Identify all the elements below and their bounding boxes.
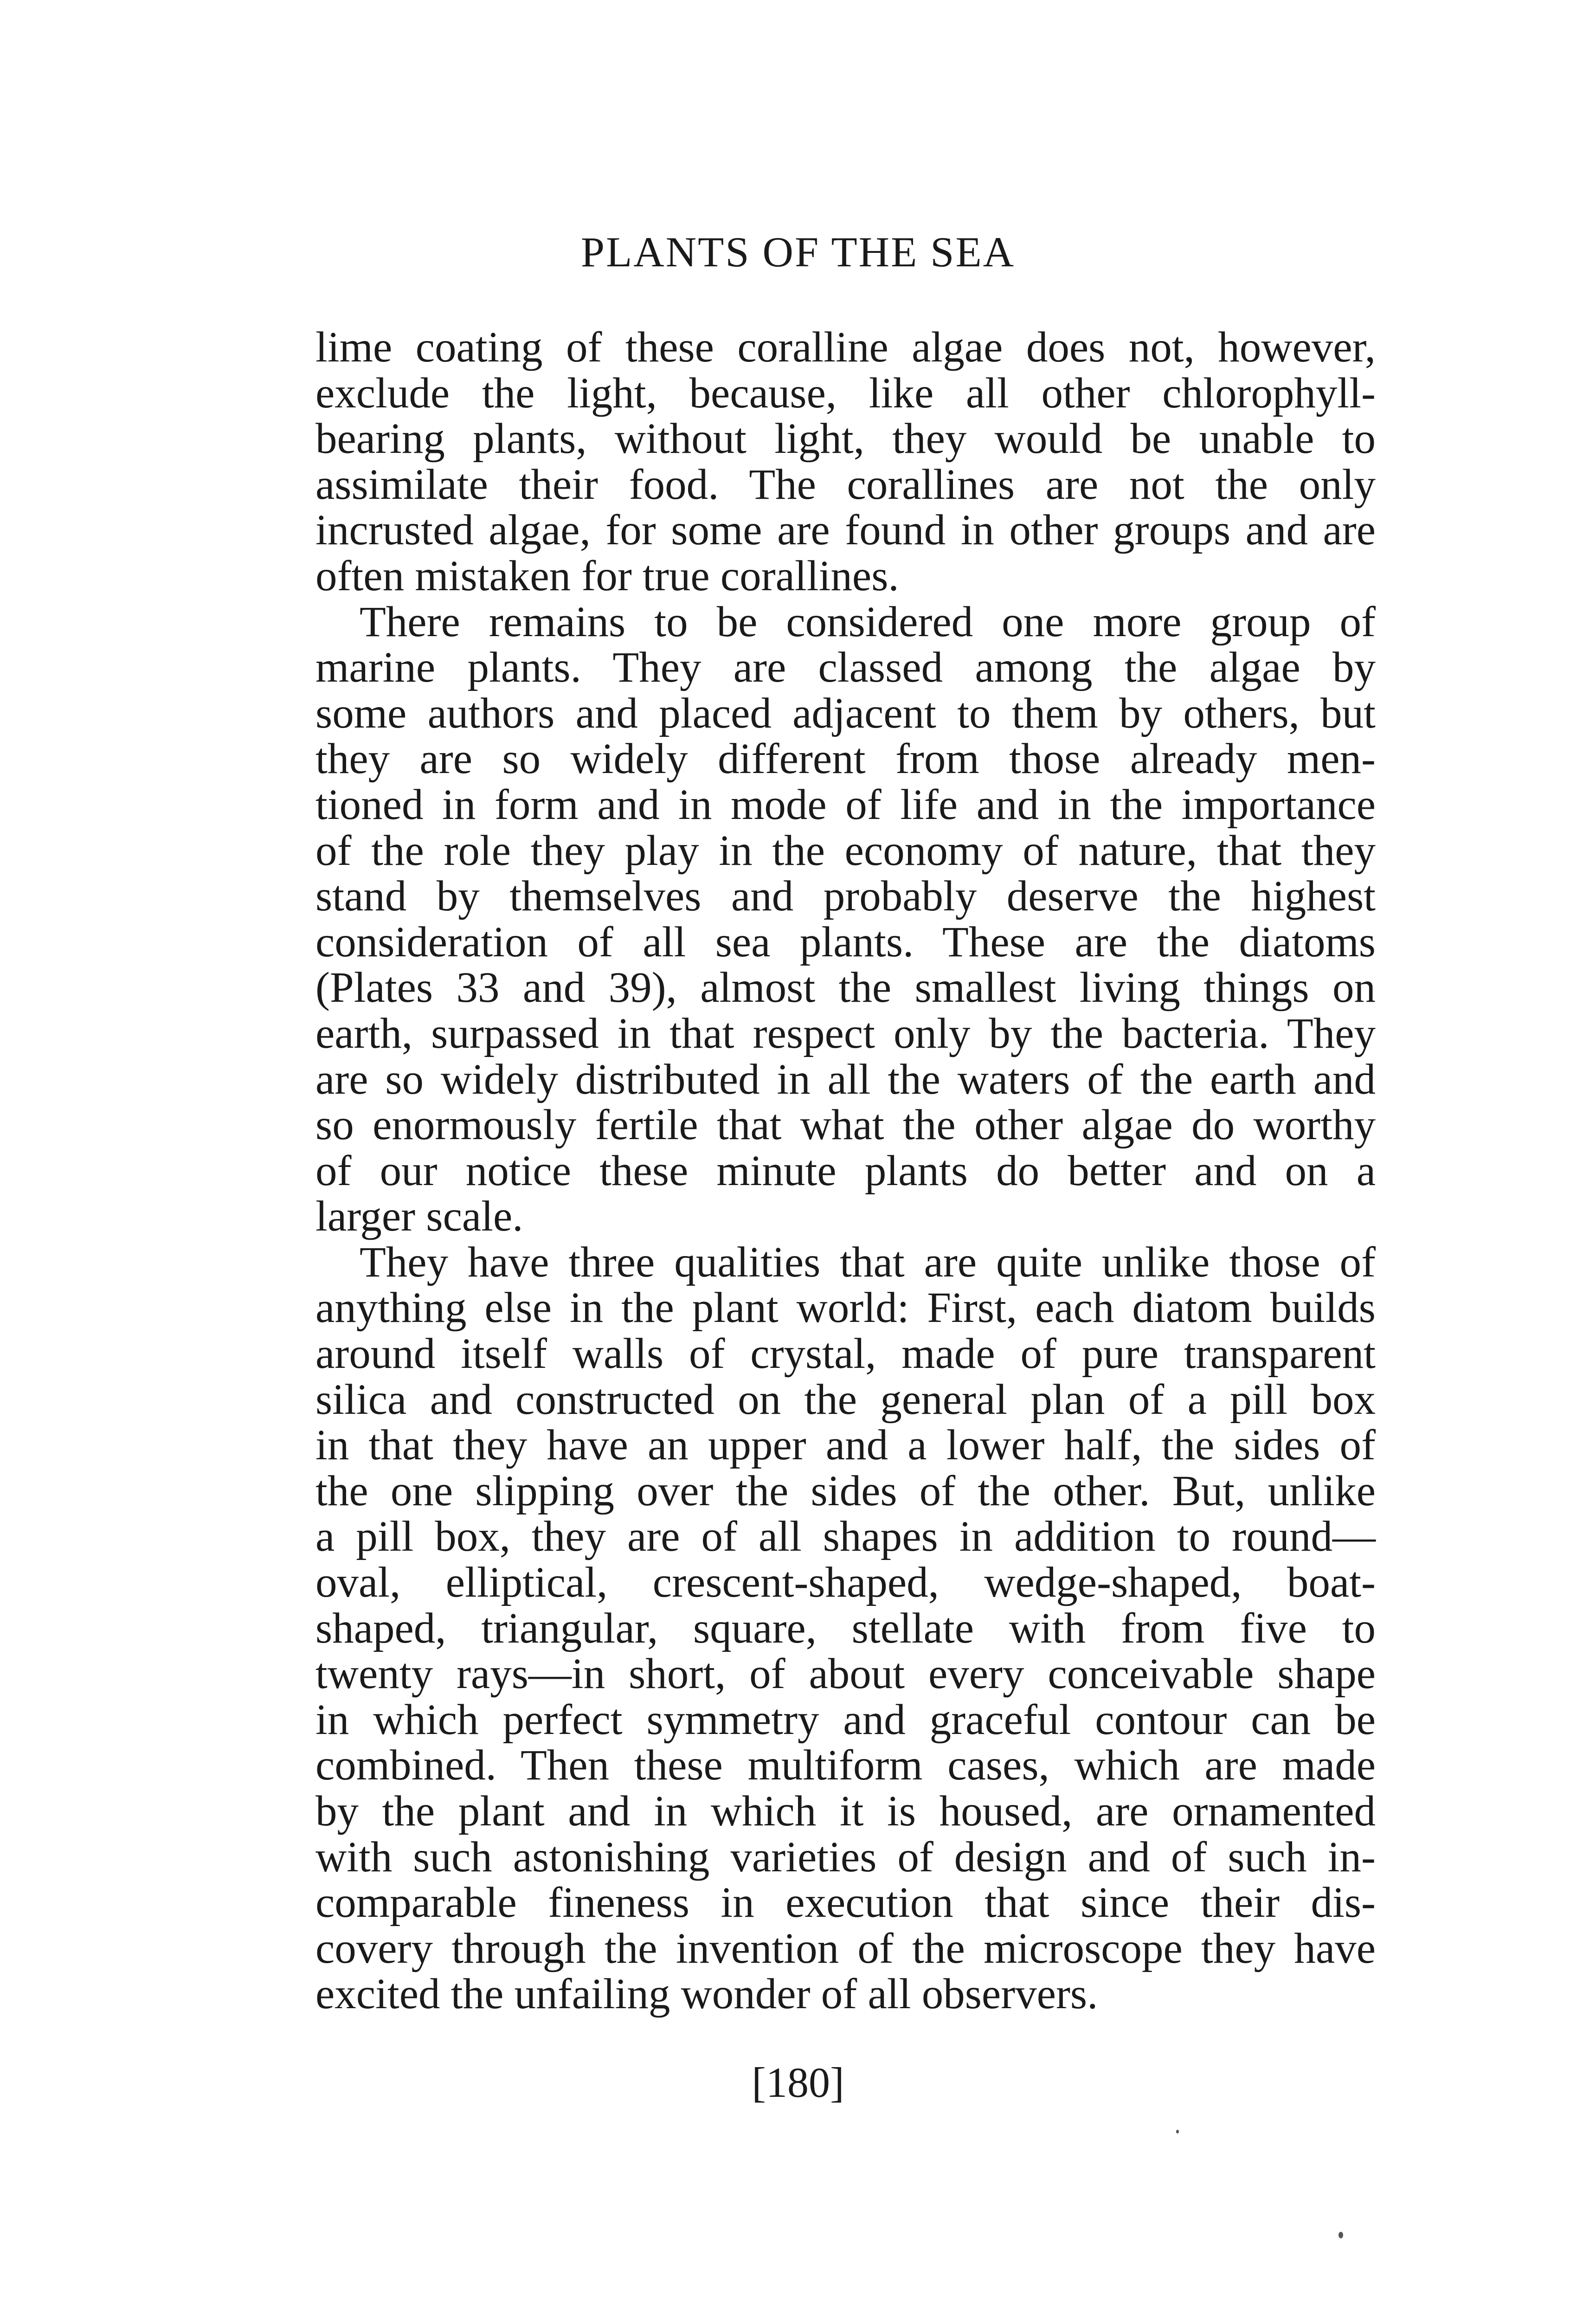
text-line: by the plant and in which it is housed, are ornamented <box>315 1787 1376 1835</box>
text-line: exclude the light, because, like all other chlorophyll- <box>315 369 1376 417</box>
text-line: tioned in form and in mode of life and in the importance <box>315 780 1376 829</box>
text-line: They have three qualities that are quite unlike those of <box>360 1238 1376 1286</box>
text-line: in which perfect symmetry and graceful contour can be <box>315 1695 1376 1744</box>
text-line: larger scale. <box>315 1192 523 1241</box>
page-number: [180] <box>752 2059 844 2106</box>
text-line: consideration of all sea plants. These are the diatoms <box>315 918 1376 966</box>
text-line: they are so widely different from those already men- <box>315 735 1376 783</box>
text-line: often mistaken for true corallines. <box>315 552 899 600</box>
running-head: PLANTS OF THE SEA <box>580 228 1016 276</box>
text-line: combined. Then these multiform cases, which are made <box>315 1741 1376 1790</box>
text-line: comparable fineness in execution that since their dis- <box>315 1879 1376 1927</box>
text-line: earth, surpassed in that respect only by the bacteria. They <box>315 1009 1376 1057</box>
text-line: anything else in the plant world: First, each diatom builds <box>315 1284 1376 1332</box>
text-line: incrusted algae, for some are found in other groups and are <box>315 506 1376 554</box>
ink-speck <box>1176 2130 1179 2133</box>
text-line: lime coating of these coralline algae does not, however, <box>315 323 1376 371</box>
text-line: assimilate their food. The corallines are not the only <box>315 460 1376 509</box>
text-line: (Plates 33 and 39), almost the smallest living things on <box>315 964 1376 1012</box>
text-line: There remains to be considered one more group of <box>360 598 1376 646</box>
text-line: bearing plants, without light, they would be unable to <box>315 415 1376 463</box>
ink-speck <box>1339 2232 1343 2238</box>
text-line: with such astonishing varieties of design and of such in- <box>315 1833 1376 1881</box>
text-line: of the role they play in the economy of nature, that they <box>315 826 1376 875</box>
text-line: are so widely distributed in all the waters of the earth and <box>315 1055 1376 1103</box>
text-line: stand by themselves and probably deserve the highest <box>315 872 1376 921</box>
text-line: some authors and placed adjacent to them by others, but <box>315 689 1376 737</box>
text-line: marine plants. They are classed among the algae by <box>315 644 1376 692</box>
body-text <box>315 325 1376 2017</box>
text-line: twenty rays—in short, of about every conceivable shape <box>315 1650 1376 1698</box>
text-line: shaped, triangular, square, stellate with from five to <box>315 1604 1376 1652</box>
text-line: covery through the invention of the microscope they have <box>315 1924 1376 1972</box>
text-line: of our notice these minute plants do better and on a <box>315 1147 1376 1195</box>
text-line: silica and constructed on the general plan of a pill box <box>315 1375 1376 1424</box>
text-line: the one slipping over the sides of the other. But, unlike <box>315 1467 1376 1515</box>
text-line: so enormously fertile that what the other algae do worthy <box>315 1101 1376 1149</box>
text-line: oval, elliptical, crescent-shaped, wedge-shaped, boat- <box>315 1559 1376 1607</box>
text-line: in that they have an upper and a lower half, the sides of <box>315 1421 1376 1469</box>
text-line: excited the unfailing wonder of all observers. <box>315 1970 1098 2018</box>
text-line: around itself walls of crystal, made of pure transparent <box>315 1330 1376 1378</box>
text-line: a pill box, they are of all shapes in addition to round— <box>315 1513 1376 1561</box>
